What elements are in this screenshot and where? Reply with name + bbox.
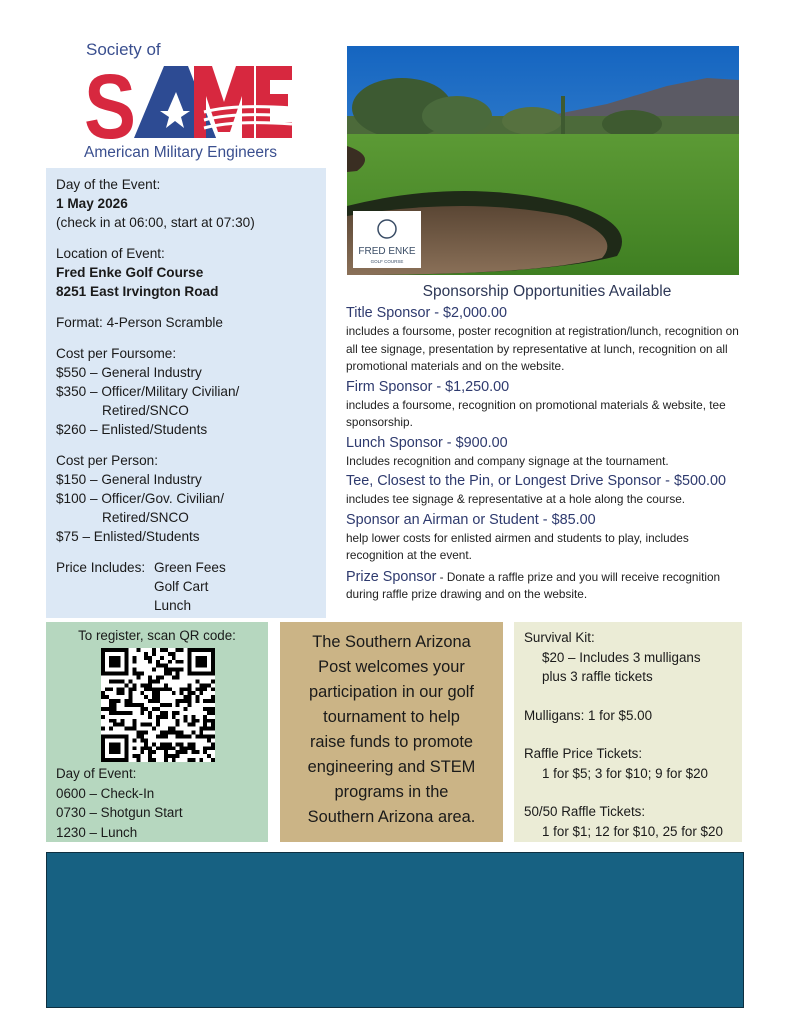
survival-kit-line: $20 – Includes 3 mulligans (542, 649, 701, 665)
logo-bottom-text: American Military Engineers (84, 144, 277, 161)
sponsor-tier (346, 434, 746, 471)
sponsor-desc: help lower costs for enlisted airmen and students to play, includes recognition at the event. (346, 530, 689, 562)
person-price: $75 – Enlisted/Students (56, 529, 200, 544)
same-logo-graphic (84, 62, 294, 142)
welcome-line: Post welcomes your (318, 658, 465, 676)
mulligans-price: Mulligans: 1 for $5.00 (524, 707, 653, 723)
sponsorship-section (346, 282, 746, 604)
logo-letter-m (194, 66, 254, 138)
prize-sponsor (346, 569, 746, 604)
extras-panel (514, 622, 742, 842)
foursome-cost-label: Cost per Foursome: (56, 346, 177, 361)
survival-kit-line: plus 3 raffle tickets (542, 669, 653, 684)
welcome-line: raise funds to promote (309, 733, 474, 751)
prize-desc: - Donate a raffle prize and you will receive recognition during raffle prize drawing and on the website. (346, 569, 721, 601)
register-panel (46, 622, 268, 842)
welcome-line: tournament to help (323, 708, 460, 726)
includes-item: Lunch (154, 598, 192, 613)
bottom-banner (46, 852, 744, 1008)
logo-top-text: Society of (86, 40, 161, 59)
format-text: Format: 4-Person Scramble (56, 315, 223, 330)
welcome-panel (280, 622, 503, 842)
sponsor-desc: includes a foursome, recognition on promotional materials & website, tee sponsorship. (346, 397, 726, 429)
same-logo (84, 40, 298, 164)
welcome-line: participation in our golf (309, 683, 474, 701)
includes-item: Golf Cart (154, 579, 209, 594)
welcome-line: Southern Arizona area. (307, 808, 476, 826)
sponsor-title: Title Sponsor - $2,000.00 (346, 305, 508, 321)
foursome-price-cont: Retired/SNCO (102, 403, 189, 418)
raffle-label: Raffle Price Tickets: (524, 746, 643, 761)
sponsorship-heading: Sponsorship Opportunities Available (422, 283, 672, 300)
event-info-panel (46, 168, 326, 618)
schedule-item: 1230 – Lunch (56, 824, 138, 840)
includes-item: Green Fees (154, 560, 226, 575)
foursome-price: $550 – General Industry (56, 365, 202, 380)
sponsor-tier (346, 472, 746, 509)
person-price: $150 – General Industry (56, 472, 202, 487)
fifty-fifty-prices: 1 for $1; 12 for $10, 25 for $20 (542, 823, 723, 839)
event-times: (check in at 06:00, start at 07:30) (56, 215, 255, 230)
raffle-prices: 1 for $5; 3 for $10; 9 for $20 (542, 765, 709, 781)
sponsor-title: Lunch Sponsor - $900.00 (346, 434, 508, 451)
badge-sub: GOLF COURSE (370, 259, 404, 264)
sponsor-desc: includes a foursome, poster recognition at registration/lunch, recognition on all tee signage, presentation by representative at lunch, recognition on all promotional materials and on the website. (346, 324, 739, 373)
price-includes (56, 558, 326, 615)
golf-course-photo (347, 46, 739, 275)
sponsor-title: Sponsor an Airman or Student - $85.00 (346, 511, 596, 528)
fifty-fifty-label: 50/50 Raffle Tickets: (524, 804, 646, 819)
sponsor-tier (346, 304, 746, 376)
badge-name: FRED ENKE (358, 246, 416, 257)
sponsor-tier (346, 378, 746, 432)
logo-letter-e (256, 66, 292, 138)
welcome-line: programs in the (334, 783, 449, 801)
day-label: Day of the Event: (56, 177, 161, 192)
register-label: To register, scan QR code: (78, 628, 236, 643)
person-price-cont: Retired/SNCO (102, 510, 189, 525)
schedule-item: 0730 – Shotgun Start (56, 805, 183, 820)
sponsor-title: Tee, Closest to the Pin, or Longest Drive Sponsor - $500.00 (346, 473, 726, 489)
sponsor-tier (346, 511, 746, 565)
foursome-price: $350 – Officer/Military Civilian/ (56, 384, 240, 399)
event-schedule (56, 764, 183, 842)
sponsor-desc: Includes recognition and company signage at the tournament. (346, 453, 669, 468)
registration-qr-code[interactable] (101, 648, 215, 762)
foursome-price: $260 – Enlisted/Students (56, 422, 208, 437)
sponsor-desc: includes tee signage & representative at a hole along the course. (346, 492, 686, 506)
sponsor-title: Firm Sponsor - $1,250.00 (346, 378, 510, 395)
location-label: Location of Event: (56, 246, 165, 261)
prize-title: Prize Sponsor (346, 568, 437, 585)
venue-name: Fred Enke Golf Course (56, 265, 204, 280)
welcome-line: engineering and STEM (307, 758, 476, 776)
welcome-line: The Southern Arizona (312, 633, 471, 651)
survival-kit-label: Survival Kit: (524, 630, 595, 645)
includes-label: Price Includes: (56, 560, 146, 575)
person-price: $100 – Officer/Gov. Civilian/ (56, 491, 224, 506)
logo-letter-s: S (84, 62, 136, 142)
schedule-item: 0600 – Check-In (56, 785, 155, 801)
person-cost-label: Cost per Person: (56, 453, 158, 468)
schedule-label: Day of Event: (56, 766, 137, 781)
event-date: 1 May 2026 (56, 196, 128, 211)
venue-address: 8251 East Irvington Road (56, 284, 219, 299)
